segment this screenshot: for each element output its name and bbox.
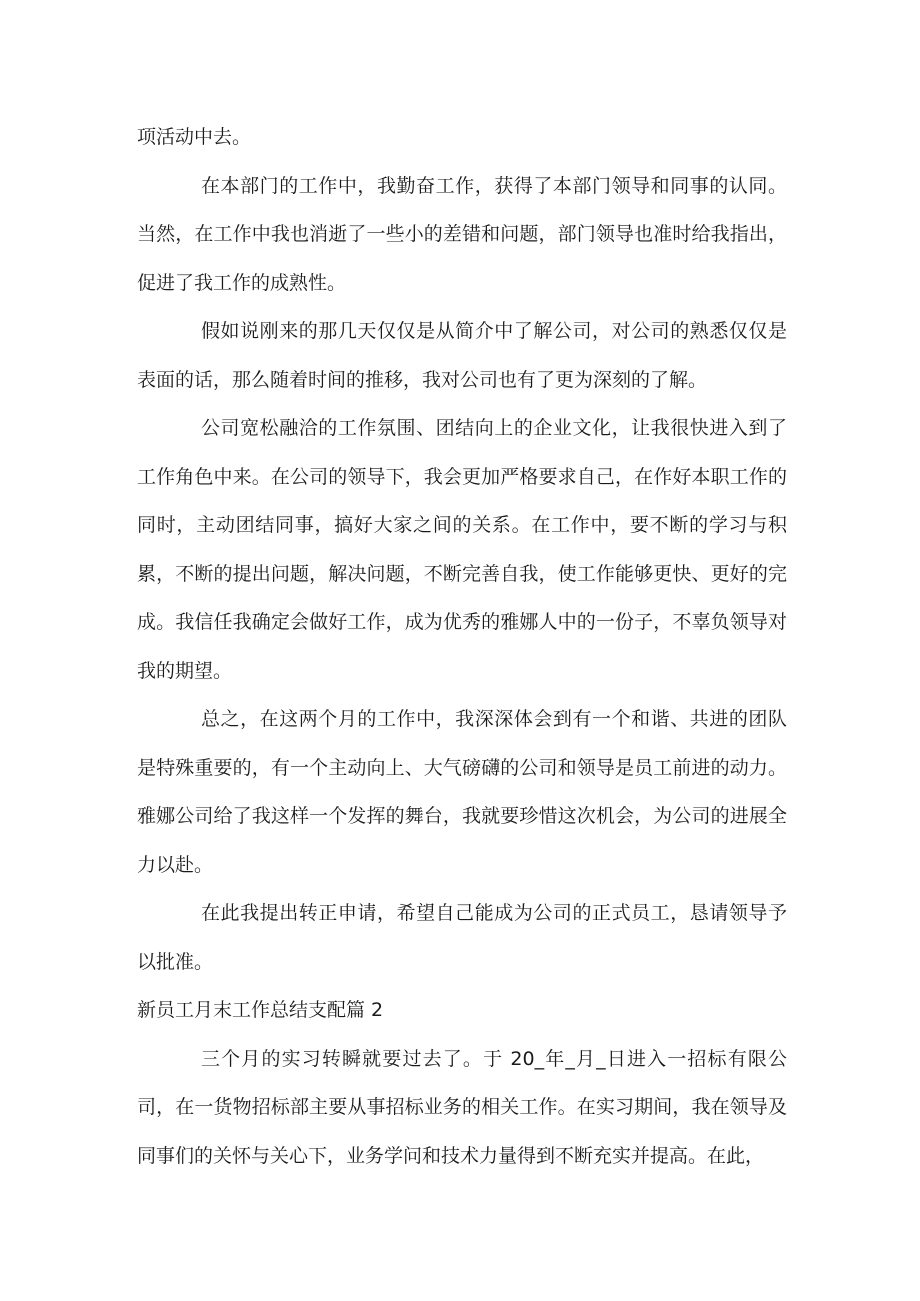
paragraph: 在此我提出转正申请，希望自己能成为公司的正式员工，恳请领导予以批准。 bbox=[137, 902, 787, 973]
section-heading: 新员工月末工作总结支配篇 2 bbox=[137, 999, 384, 1021]
paragraph-continuation: 项活动中去。 bbox=[137, 126, 252, 148]
document-body bbox=[137, 113, 787, 1180]
paragraph: 在本部门的工作中，我勤奋工作，获得了本部门领导和同事的认同。当然，在工作中我也消逝了一些小的差错和问题，部门领导也准时给我指出，促进了我工作的成熟性。 bbox=[137, 174, 787, 294]
paragraph: 公司宽松融洽的工作氛围、团结向上的企业文化，让我很快进入到了工作角色中来。在公司的领导下，我会更加严格要求自己，在作好本职工作的同时，主动团结同事，搞好大家之间的关系。在工作中，要不断的学习与积累，不断的提出问题，解决问题，不断完善自我，使工作能够更快、更好的完成。我信任我确定会做好工作，成为优秀的雅娜人中的一份子，不辜负领导对我的期望。 bbox=[137, 417, 787, 682]
paragraph: 假如说刚来的那几天仅仅是从简介中了解公司，对公司的熟悉仅仅是表面的话，那么随着时间的推移，我对公司也有了更为深刻的了解。 bbox=[137, 320, 787, 391]
paragraph: 三个月的实习转瞬就要过去了。于 20_年_月_日进入一招标有限公司，在一货物招标部主要从事招标业务的相关工作。在实习期间，我在领导及同事们的关怀与关心下，业务学问和技术力量得到不断充实并提高。在此， bbox=[137, 1047, 787, 1167]
paragraph: 总之，在这两个月的工作中，我深深体会到有一个和谐、共进的团队是特殊重要的，有一个主动向上、大气磅礴的公司和领导是员工前进的动力。雅娜公司给了我这样一个发挥的舞台，我就要珍惜这次机会，为公司的进展全力以赴。 bbox=[137, 708, 787, 876]
